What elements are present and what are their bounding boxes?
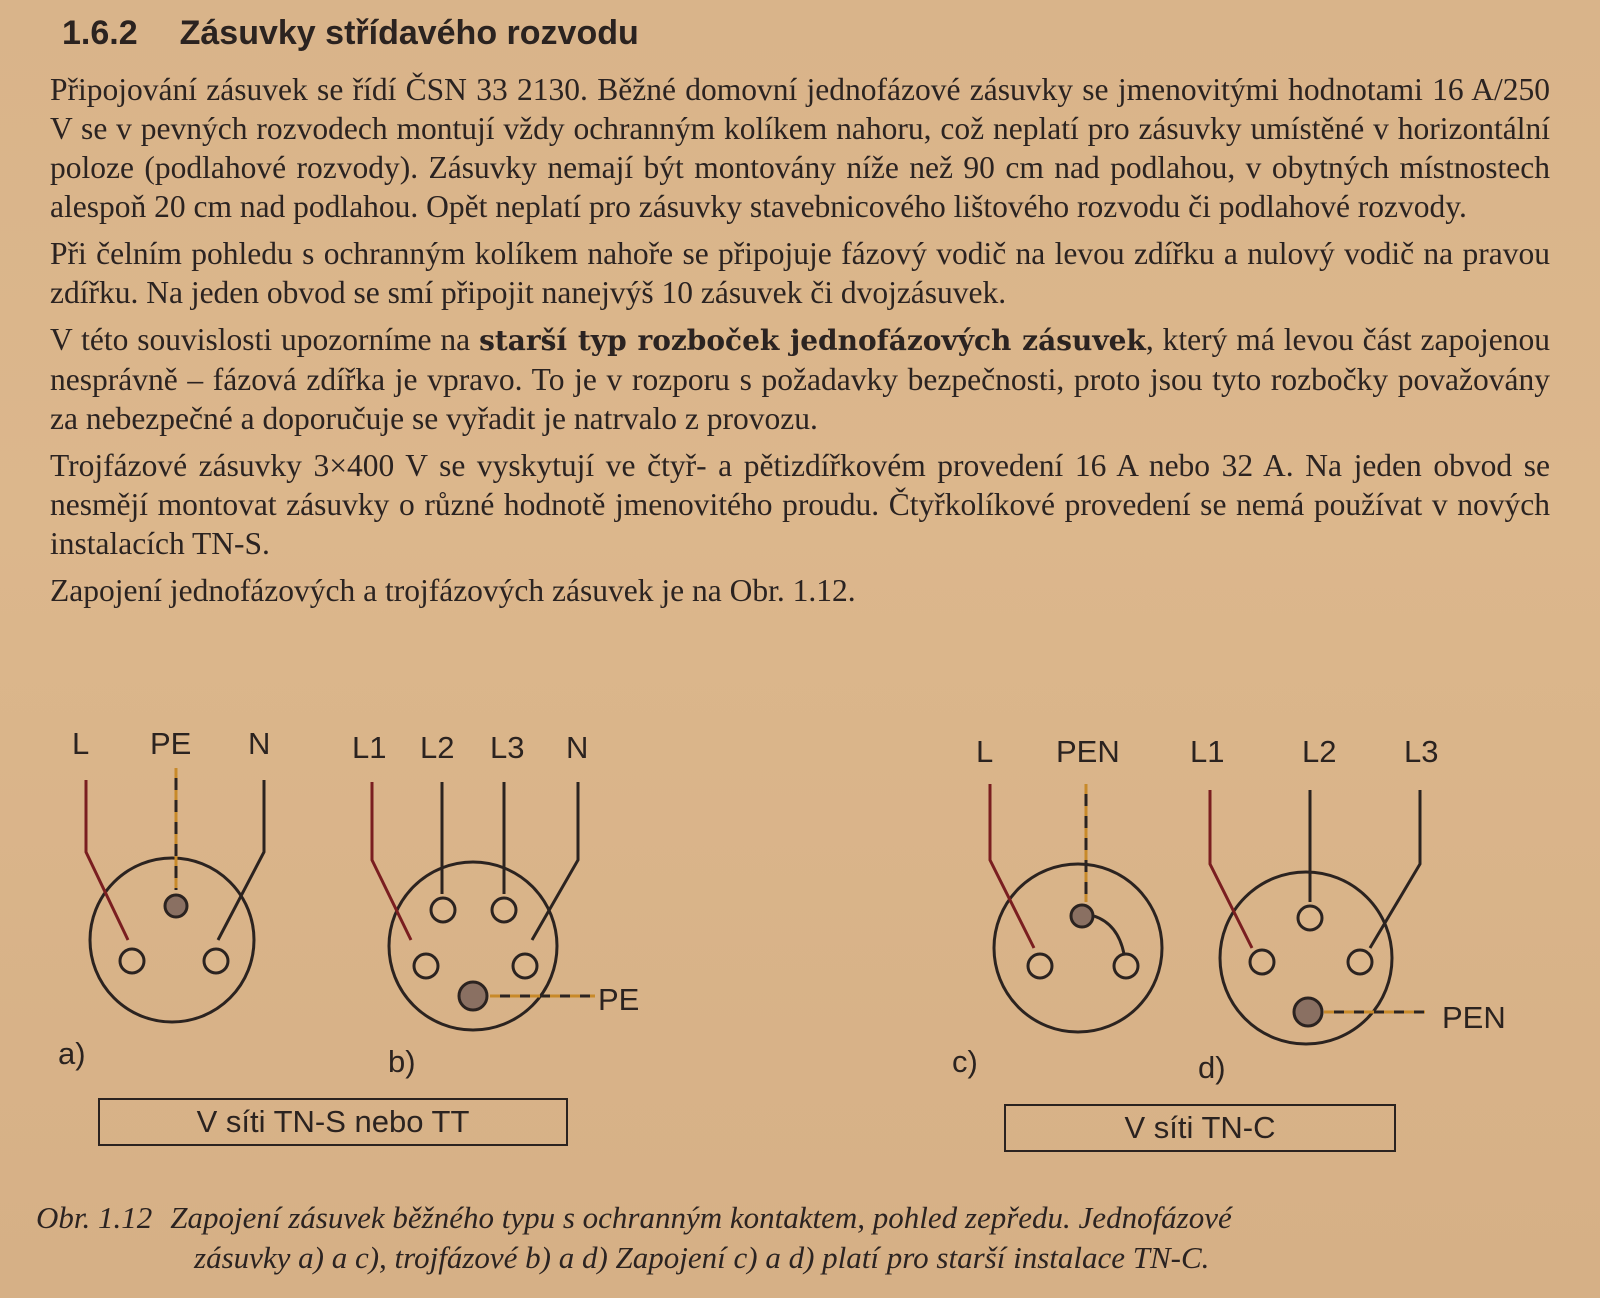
socket-b bbox=[372, 782, 595, 1030]
figure-caption bbox=[36, 1198, 1556, 1278]
label-b-l1: L1 bbox=[352, 730, 387, 765]
label-b-n: N bbox=[566, 730, 589, 765]
label-c-l: L bbox=[976, 734, 994, 769]
paragraph-3-end: , který má levou část zapojenou nesprávně – fázová zdířka je vpravo. To je v rozporu s požadavky bezpečnosti, proto jsou tyto rozbočky považovány za nebezpečné a doporučuje se vyřadit je natrvalo z provozu. bbox=[50, 322, 1551, 436]
socket-d bbox=[1210, 790, 1425, 1044]
label-a-n: N bbox=[248, 726, 271, 761]
label-d-l1: L1 bbox=[1190, 734, 1225, 769]
label-c-pen: PEN bbox=[1056, 734, 1120, 769]
network-box-tns-tt: V síti TN-S nebo TT bbox=[98, 1098, 568, 1146]
label-d-l3: L3 bbox=[1404, 734, 1439, 769]
section-title: Zásuvky střídavého rozvodu bbox=[179, 14, 639, 52]
sublabel-b: b) bbox=[388, 1044, 416, 1079]
paragraph-4: Trojfázové zásuvky 3×400 V se vyskytují ve čtyř- a pětizdířkovém provedení 16 A nebo 32 A. Na jeden obvod se nesmějí montovat zásuvky o různé hodnotě jmenovitého proudu. Čtyřkolíkové provedení se nemá používat v nových instalacích TN-S. bbox=[50, 448, 1550, 561]
network-box-tnc: V síti TN-C bbox=[1004, 1104, 1396, 1152]
sublabel-d: d) bbox=[1198, 1050, 1226, 1085]
paragraph-2: Při čelním pohledu s ochranným kolíkem nahoře se připojuje fázový vodič na levou zdířku a nulový vodič na pravou zdířku. Na jeden obvod se smí připojit nanejvýš 10 zásuvek či dvojzásuvek. bbox=[50, 236, 1550, 310]
socket-c bbox=[990, 784, 1162, 1032]
paragraph-5: Zapojení jednofázových a trojfázových zásuvek je na Obr. 1.12. bbox=[50, 573, 856, 608]
paragraph-1: Připojování zásuvek se řídí ČSN 33 2130. Běžné domovní jednofázové zásuvky se jmenovitými hodnotami 16 A/250 V se v pevných rozvodech montují vždy ochranným kolíkem nahoru, což neplatí pro zásuvky umístěné v horizontální poloze (podlahové rozvody). Zásuvky nemají být montovány níže než 90 cm nad podlahou, v obytných místnostech alespoň 20 cm nad podlahou. Opět neplatí pro zásuvky stavebnicového lištového rozvodu či podlahové rozvody. bbox=[50, 72, 1550, 224]
caption-line-2: zásuvky a) a c), trojfázové b) a d) Zapojení c) a d) platí pro starší instalace TN-C. bbox=[194, 1240, 1210, 1275]
label-a-l: L bbox=[72, 726, 90, 761]
label-b-l2: L2 bbox=[420, 730, 455, 765]
paragraph-3-start: V této souvislosti upozorníme na bbox=[50, 322, 480, 357]
sublabel-c: c) bbox=[952, 1044, 978, 1079]
label-b-l3: L3 bbox=[490, 730, 525, 765]
paragraph-3-bold: starší typ rozboček jednofázových zásuvek bbox=[479, 324, 1146, 357]
label-a-pe: PE bbox=[150, 726, 192, 761]
sublabel-a: a) bbox=[58, 1036, 86, 1071]
label-d-l2: L2 bbox=[1302, 734, 1337, 769]
socket-a bbox=[86, 768, 264, 1022]
section-number: 1.6.2 bbox=[62, 14, 138, 52]
caption-line-1: Zapojení zásuvek běžného typu s ochranným kontaktem, pohled zepředu. Jednofázové bbox=[170, 1200, 1232, 1235]
label-b-pe: PE bbox=[598, 982, 640, 1017]
label-d-pen: PEN bbox=[1442, 1000, 1506, 1035]
caption-number: Obr. 1.12 bbox=[36, 1200, 153, 1235]
